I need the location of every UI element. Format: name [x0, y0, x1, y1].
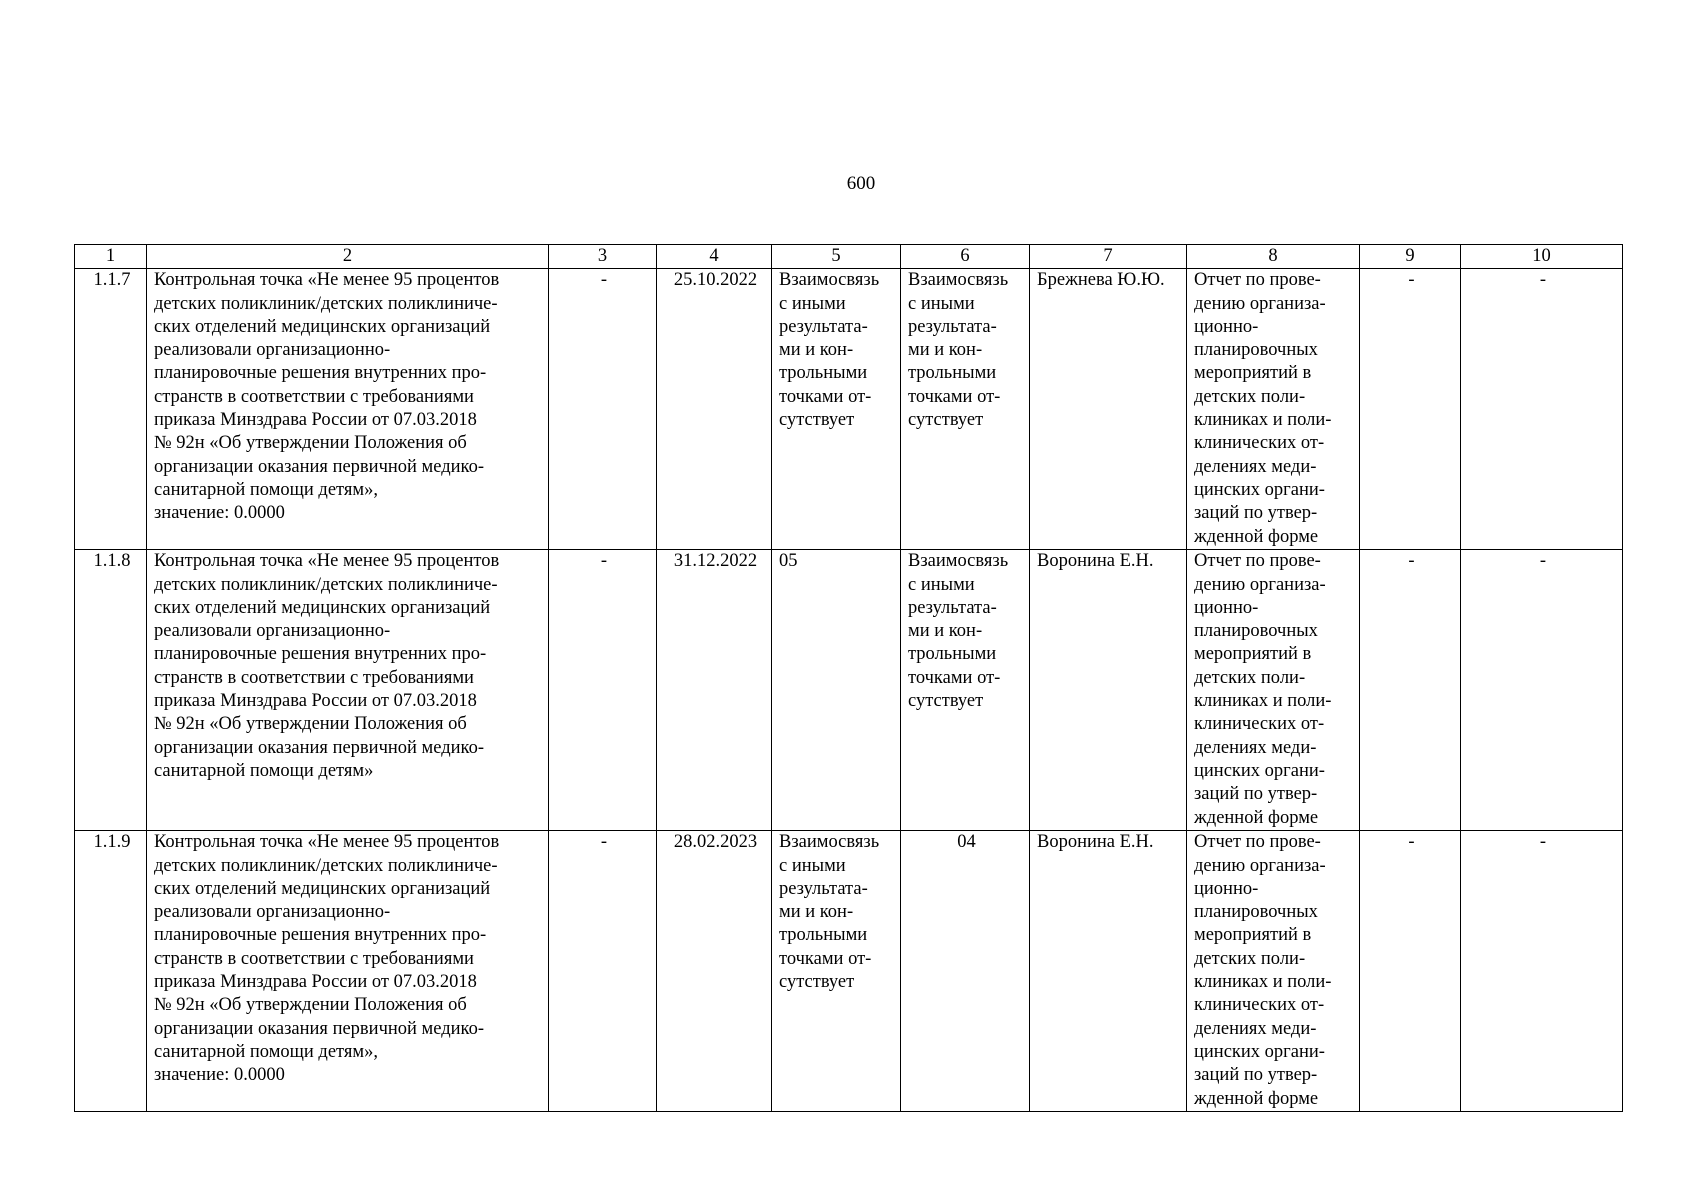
column-5-cell: 05 — [772, 550, 901, 831]
column-6-cell: Взаимосвязь с иными результата- ми и кон- трольными точками от- сутствует — [901, 269, 1030, 550]
responsible-person-cell: Воронина Е.Н. — [1030, 831, 1187, 1112]
column-10-cell: - — [1461, 550, 1623, 831]
control-point-description-cell: Контрольная точка «Не менее 95 процентов детских поликлиник/детских поликлиниче- ских отделений медицинских организаций реализовали организационно- планировочные решения внутренних про- странств в соответствии с требованиями приказа Минздрава России от 07.03.2018 № 92н «Об утверждении Положения об организации оказания первичной медико- санитарной помощи детям», значение: 0.0000 — [147, 831, 549, 1112]
header-cell: 7 — [1030, 245, 1187, 269]
column-9-cell: - — [1360, 550, 1461, 831]
header-cell: 2 — [147, 245, 549, 269]
table-row — [75, 269, 1623, 550]
column-9-cell: - — [1360, 831, 1461, 1112]
row-number-cell: 1.1.7 — [75, 269, 147, 550]
column-3-cell: - — [549, 831, 657, 1112]
header-cell: 9 — [1360, 245, 1461, 269]
date-cell: 31.12.2022 — [657, 550, 772, 831]
responsible-person-cell: Воронина Е.Н. — [1030, 550, 1187, 831]
column-5-cell: Взаимосвязь с иными результата- ми и кон- трольными точками от- сутствует — [772, 269, 901, 550]
column-3-cell: - — [549, 550, 657, 831]
date-cell: 25.10.2022 — [657, 269, 772, 550]
header-cell: 1 — [75, 245, 147, 269]
report-cell: Отчет по прове- дению организа- ционно- планировочных мероприятий в детских поли- клиниках и поли- клинических от- делениях меди- цинских органи- заций по утвер- жденной форме — [1187, 550, 1360, 831]
column-9-cell: - — [1360, 269, 1461, 550]
column-10-cell: - — [1461, 831, 1623, 1112]
control-points-table — [74, 244, 1623, 1112]
header-row — [75, 245, 1623, 269]
column-6-cell: Взаимосвязь с иными результата- ми и кон- трольными точками от- сутствует — [901, 550, 1030, 831]
table-row — [75, 550, 1623, 831]
header-cell: 6 — [901, 245, 1030, 269]
date-cell: 28.02.2023 — [657, 831, 772, 1112]
row-number-cell: 1.1.9 — [75, 831, 147, 1112]
row-number-cell: 1.1.8 — [75, 550, 147, 831]
column-5-cell: Взаимосвязь с иными результата- ми и кон- трольными точками от- сутствует — [772, 831, 901, 1112]
header-cell: 5 — [772, 245, 901, 269]
header-cell: 4 — [657, 245, 772, 269]
control-point-description-cell: Контрольная точка «Не менее 95 процентов детских поликлиник/детских поликлиниче- ских отделений медицинских организаций реализовали организационно- планировочные решения внутренних про- странств в соответствии с требованиями приказа Минздрава России от 07.03.2018 № 92н «Об утверждении Положения об организации оказания первичной медико- санитарной помощи детям» — [147, 550, 549, 831]
header-cell: 3 — [549, 245, 657, 269]
column-3-cell: - — [549, 269, 657, 550]
table-row — [75, 831, 1623, 1112]
header-cell: 8 — [1187, 245, 1360, 269]
column-6-cell: 04 — [901, 831, 1030, 1112]
page-number: 600 — [846, 173, 876, 194]
column-10-cell: - — [1461, 269, 1623, 550]
report-cell: Отчет по прове- дению организа- ционно- планировочных мероприятий в детских поли- клиниках и поли- клинических от- делениях меди- цинских органи- заций по утвер- жденной форме — [1187, 269, 1360, 550]
responsible-person-cell: Брежнева Ю.Ю. — [1030, 269, 1187, 550]
report-cell: Отчет по прове- дению организа- ционно- планировочных мероприятий в детских поли- клиниках и поли- клинических от- делениях меди- цинских органи- заций по утвер- жденной форме — [1187, 831, 1360, 1112]
control-point-description-cell: Контрольная точка «Не менее 95 процентов детских поликлиник/детских поликлиниче- ских отделений медицинских организаций реализовали организационно- планировочные решения внутренних про- странств в соответствии с требованиями приказа Минздрава России от 07.03.2018 № 92н «Об утверждении Положения об организации оказания первичной медико- санитарной помощи детям», значение: 0.0000 — [147, 269, 549, 550]
header-cell: 10 — [1461, 245, 1623, 269]
